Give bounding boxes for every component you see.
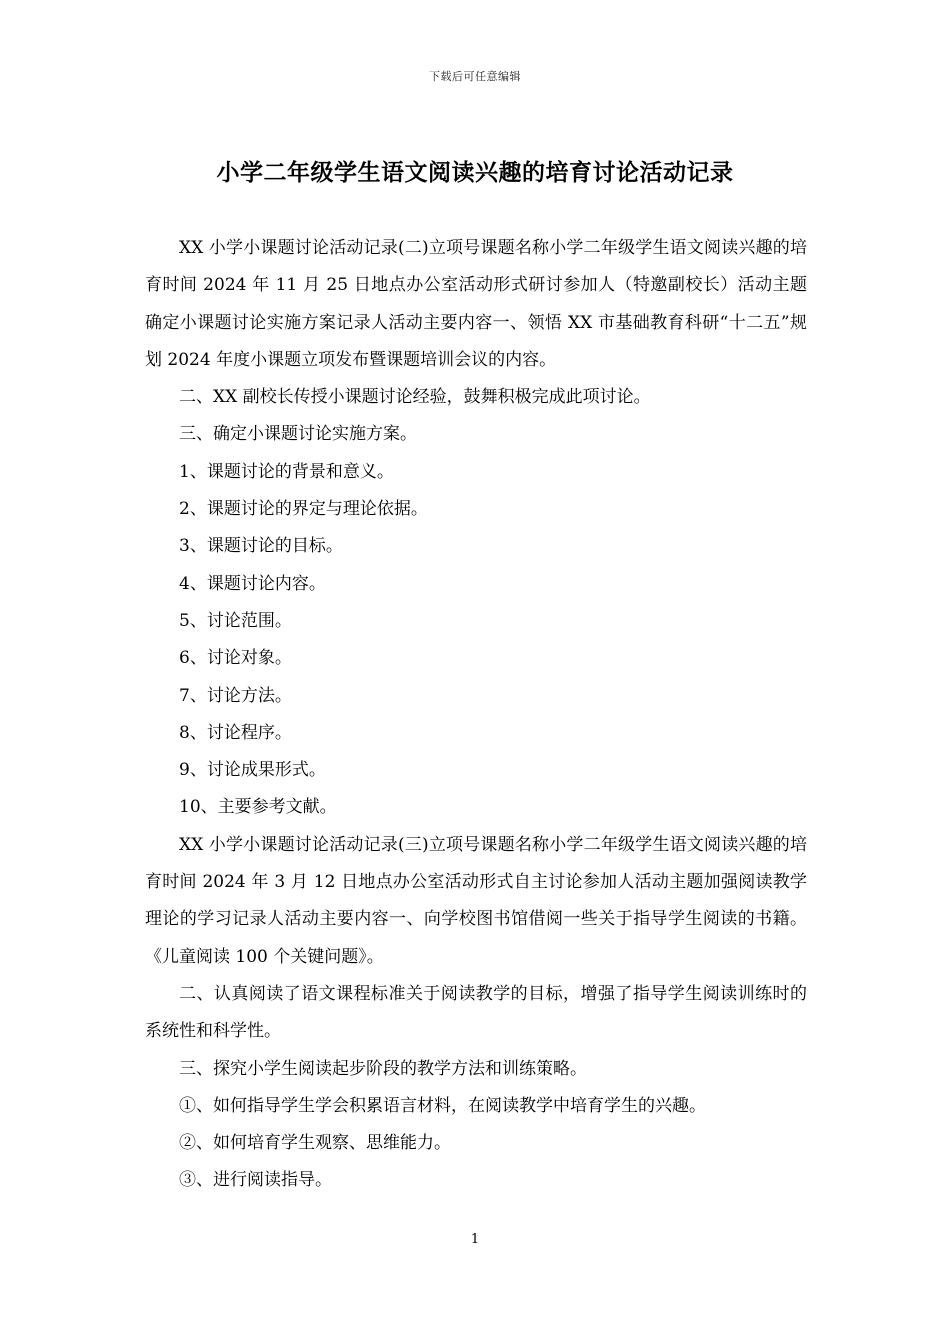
header-note: 下载后可任意编辑 <box>429 70 521 83</box>
paragraph: 三、确定小课题讨论实施方案。 <box>179 424 417 445</box>
list-item: 7、讨论方法。 <box>179 685 292 706</box>
list-item: 6、讨论对象。 <box>179 648 292 669</box>
list-item: 1、课题讨论的背景和意义。 <box>179 461 394 482</box>
paragraph: 三、探究小学生阅读起步阶段的教学方法和训练策略。 <box>179 1058 587 1079</box>
list-item: 4、课题讨论内容。 <box>179 573 326 594</box>
list-item: ②、如何培育学生观察、思维能力。 <box>179 1133 451 1154</box>
list-item: 2、课题讨论的界定与理论依据。 <box>179 499 428 520</box>
list-item: 3、课题讨论的目标。 <box>179 536 343 557</box>
paragraph: XX 小学小课题讨论活动记录(二)立项号课题名称小学二年级学生语文阅读兴趣的培育时间 2024 年 11 月 25 日地点办公室活动形式研讨参加人（特邀副校长）活动主题确定小课题讨论实施方案记录人活动主要内容一、领悟 XX 市基础教育科研“十二五”规划 2024 年度小课题立项发布暨课题培训会议的内容。 <box>145 238 807 370</box>
paragraph: 二、XX 副校长传授小课题讨论经验，鼓舞积极完成此项讨论。 <box>179 387 651 408</box>
list-item: 5、讨论范围。 <box>179 610 292 631</box>
paragraph: XX 小学小课题讨论活动记录(三)立项号课题名称小学二年级学生语文阅读兴趣的培育时间 2024 年 3 月 12 日地点办公室活动形式自主讨论参加人活动主题加强阅读教学理论的学习记录人活动主要内容一、向学校图书馆借阅一些关于指导学生阅读的书籍。《儿童阅读 100 个关键问题》。 <box>145 834 807 967</box>
paragraph: 二、认真阅读了语文课程标准关于阅读教学的目标，增强了指导学生阅读训练时的系统性和科学性。 <box>145 983 807 1042</box>
list-item: 8、讨论程序。 <box>179 722 292 743</box>
document-body <box>145 230 807 1200</box>
list-item: 10、主要参考文献。 <box>179 797 337 818</box>
page-number: 1 <box>470 1232 480 1247</box>
list-item: ①、如何指导学生学会积累语言材料，在阅读教学中培育学生的兴趣。 <box>179 1095 706 1116</box>
list-item: 9、讨论成果形式。 <box>179 760 326 781</box>
list-item: ③、进行阅读指导。 <box>179 1170 332 1191</box>
document-title: 小学二年级学生语文阅读兴趣的培育讨论活动记录 <box>216 160 734 186</box>
